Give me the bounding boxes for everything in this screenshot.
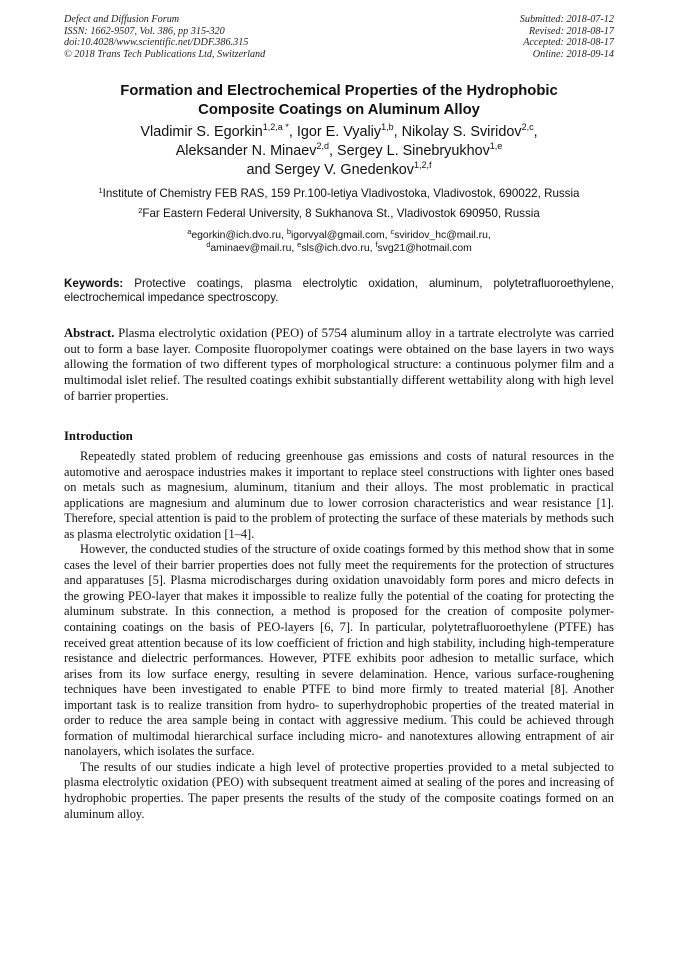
journal-issn: ISSN: 1662-9507, Vol. 386, pp 315-320 [64,25,225,37]
affiliation-1 [64,187,614,201]
date-submitted: Submitted: 2018-07-12 [519,14,614,25]
abstract-label: Abstract. [64,326,115,340]
publication-dates [520,14,614,60]
email: svg21@hotmail.com [377,243,472,255]
author-name: Sergey L. Sinebryukhov [336,143,490,159]
author-separator: , [393,124,402,140]
date-online: Online: 2018-09-14 [532,48,614,60]
email-mark: f [375,240,378,250]
introduction-body [64,449,614,822]
author-separator: , [288,124,297,140]
journal-doi: doi:10.4028/www.scientific.net/DDF.386.315 [64,37,249,49]
author-list [64,123,614,180]
author-line-3 [64,161,614,180]
author-separator: , [328,143,337,159]
journal-info [64,14,265,60]
email: aminaev@mail.ru, [210,243,295,255]
author-line-1 [64,123,614,142]
author-affiliation-mark: 1,2,f [413,160,432,170]
date-revised: Revised: 2018-08-17 [528,25,614,37]
author-affiliation-mark: 2,d [316,141,329,151]
author-line-2 [64,142,614,161]
email-mark: e [297,240,302,250]
paragraph: The results of our studies indicate a high level of protective properties provided to a metal subjected to plasma electrolytic oxidation (PEO) with subsequent treatment aimed at sealing of the pores and increasing of hydrophobic properties. The paper presents the results of the study of the composite coatings formed on an aluminum alloy. [64,759,614,821]
email: sviridov_hc@mail.ru, [394,230,491,241]
abstract-text: Plasma electrolytic oxidation (PEO) of 5754 aluminum alloy in a tartrate electrolyte was carried out to form a base layer. Composite fluoropolymer coatings were obtained on the base layers in two ways allowing the formation of two different types of morphological structure: a continuous polymer film and a multimodal islet relief. The resulted coatings exhibit substantially different wettability along with high level of barrier properties. [64,326,614,403]
date-accepted: Accepted: 2018-08-17 [523,37,614,49]
author-affiliation-mark: 2,c [521,122,534,132]
keywords-text: Protective coatings, plasma electrolytic oxidation, aluminum, polytetrafluoroethylene, electrochemical impedance spectroscopy. [64,277,614,305]
title-line-1: Formation and Electrochemical Properties of the Hydrophobic [120,83,558,99]
paragraph: Repeatedly stated problem of reducing greenhouse gas emissions and costs of natural resources in the automotive and aerospace industries makes it important to replace steel constructions with lighter ones based on metals such as magnesium, aluminum, titanium and their alloys. The most problematic in practical applications are magnesium and aluminum due to lower corrosion characteristics and wear resistance [1]. Therefore, special attention is paid to the problem of protecting the surface of these materials by methods such as plasma electrolytic oxidation [1–4]. [64,449,614,541]
email: sls@ich.dvo.ru, [301,243,373,255]
author-name: Vladimir S. Egorkin [140,124,263,140]
affiliation-text: Far Eastern Federal University, 8 Sukhanova St., Vladivostok 690950, Russia [142,207,540,220]
journal-copyright: © 2018 Trans Tech Publications Ltd, Switzerland [64,48,266,60]
email: egorkin@ich.dvo.ru, [191,230,284,241]
section-heading-introduction: Introduction [64,429,133,443]
author-name: Nikolay S. Sviridov [401,124,522,140]
author-affiliation-mark: 1,e [489,141,503,151]
affiliation-text: Institute of Chemistry FEB RAS, 159 Pr.100-letiya Vladivostoka, Vladivostok, 690022, Russia [102,187,580,200]
author-emails [64,229,614,255]
author-name: and Sergey V. Gnedenkov [246,162,414,178]
email-mark: a [187,227,192,236]
paper-title [64,82,614,119]
title-line-2: Composite Coatings on Aluminum Alloy [198,101,480,118]
email-mark: d [206,240,211,250]
affiliation-2 [64,207,614,221]
email-mark: b [286,227,291,236]
author-affiliation-mark: 1,2,a * [262,122,289,132]
author-affiliation-mark: 1,b [381,122,394,132]
author-name: Aleksander N. Minaev [175,143,317,159]
email-line-1 [64,229,614,242]
keywords-label: Keywords: [64,277,124,290]
affiliation-mark: 1 [98,186,103,195]
author-separator: , [533,124,538,140]
affiliation-mark: 2 [138,206,143,215]
email-line-2 [64,242,614,255]
author-name: Igor E. Vyaliy [296,124,382,140]
abstract [64,326,614,405]
journal-name: Defect and Diffusion Forum [64,14,180,25]
keywords [64,277,614,305]
email: igorvyal@gmail.com, [290,230,388,241]
email-mark: c [390,227,395,236]
paragraph: However, the conducted studies of the structure of oxide coatings formed by this method show that in some cases the level of their barrier properties does not fully meet the requirements for the protection of structures and apparatuses [5]. Plasma microdischarges during oxidation unavoidably form pores and micro defects in the growing PEO-layer that makes it impossible to realize fully the potential of the coating for protecting the aluminum substrate. In this connection, a method is proposed for the creation of composite polymer-containing coatings on the basis of PEO-layers [6, 7]. In particular, polytetrafluoroethylene (PTFE) has received great attention because of its low coefficient of friction and high stability, including high-temperature resistance and dielectric performances. However, PTFE exhibits poor adhesion to metallic surface, which arises from its low surface energy, resulting in severe delamination. Hence, various surface-roughening techniques have been investigated to enable PTFE to bind more firmly to treated material [8]. Another important task is to realize transition from hydro- to superhydrophobic properties of the treated material in order to reduce the area sample being in contact with aggressive medium. This could be achieved through formation of multimodal hierarchical surface including micro- and nanotextures allowing entrapment of air nanolayers, which isolates the surface. [64,542,614,759]
